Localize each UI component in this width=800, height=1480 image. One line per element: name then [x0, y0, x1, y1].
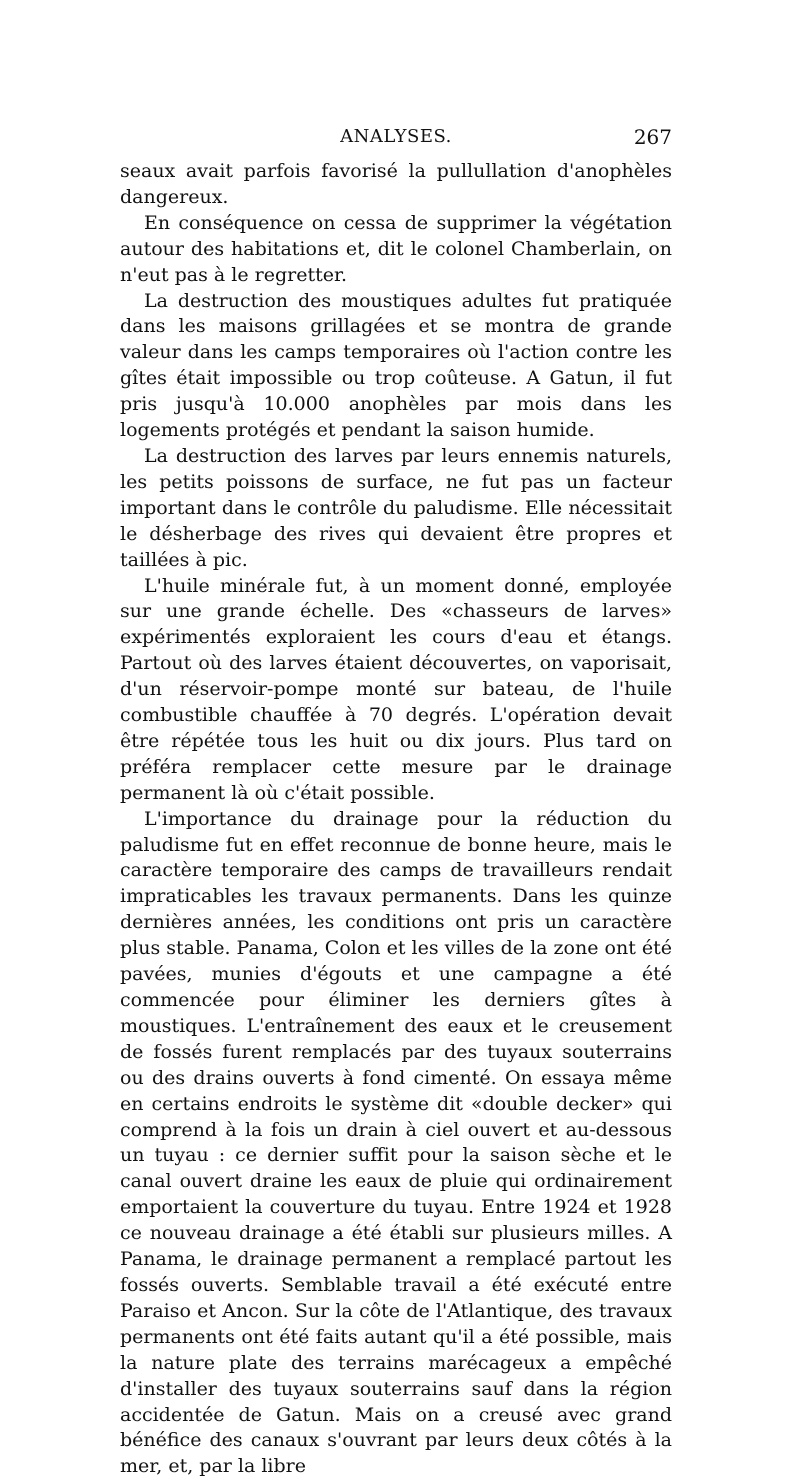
running-header: [120, 124, 672, 150]
paragraph-drainage: L'importance du drainage pour la réduction du paludisme fut en effet reconnue de bonne heure, mais le caractère temporaire des camps de travailleurs rendait impraticables les travaux permanents. Dans les quinze dernières années, les conditions ont pris un caractère plus stable. Panama, Colon et les villes de la zone ont été pavées, munies d'égouts et une campagne a été commencée pour éliminer les derniers gîtes à moustiques. L'entraînement des eaux et le creusement de fossés furent remplacés par des tuyaux souterrains ou des drains ouverts à fond cimenté. On essaya même en certains endroits le système dit «double decker» qui comprend à la fois un drain à ciel ouvert et au-dessous un tuyau : ce dernier suffit pour la saison sèche et le canal ouvert draine les eaux de pluie qui ordinairement emportaient la couverture du tuyau. Entre 1924 et 1928 ce nouveau drainage a été établi sur plusieurs milles. A Panama, le drainage permanent a remplacé partout les fossés ouverts. Semblable travail a été exécuté entre Paraiso et Ancon. Sur la côte de l'Atlantique, des travaux permanents ont été faits autant qu'il a été possible, mais la nature plate des terrains marécageux a empêché d'installer des tuyaux souterrains sauf dans la région accidentée de Gatun. Mais on a creusé avec grand bénéfice des canaux s'ouvrant par leurs deux côtés à la mer, et, par la libre: [120, 807, 672, 1478]
paragraph-natural-enemies: La destruction des larves par leurs ennemis naturels, les petits poissons de surface, ne fut pas un facteur important dans le contrôle du paludisme. Elle nécessitait le désherbage des rives qui devaient être propres et taillées à pic.: [120, 444, 672, 571]
paragraph-mineral-oil: L'huile minérale fut, à un moment donné, employée sur une grande échelle. Des «chasseurs de larves» expérimentés exploraient les cours d'eau et étangs. Partout où des larves étaient découvertes, on vaporisait, d'un réservoir-pompe monté sur bateau, de l'huile combustible chauffée à 70 degrés. L'opération devait être répétée tous les huit ou dix jours. Plus tard on préféra remplacer cette mesure par le drainage permanent là où c'était possible.: [120, 574, 672, 804]
page-number: 267: [633, 125, 672, 149]
paragraph-vegetation: En conséquence on cessa de supprimer la végétation autour des habitations et, dit le colonel Chamberlain, on n'eut pas à le regretter.: [120, 211, 672, 286]
paragraph-continuation: seaux avait parfois favorisé la pullullation d'anophèles dangereux.: [120, 160, 672, 208]
body-text: [120, 159, 672, 1480]
paragraph-adult-mosquitoes: La destruction des moustiques adultes fut pratiquée dans les maisons grillagées et se montra de grande valeur dans les camps temporaires où l'action contre les gîtes était impossible ou trop coûteuse. A Gatun, il fut pris jusqu'à 10.000 anophèles par mois dans les logements protégés et pendant la saison humide.: [120, 289, 672, 442]
running-title: ANALYSES.: [340, 126, 452, 147]
